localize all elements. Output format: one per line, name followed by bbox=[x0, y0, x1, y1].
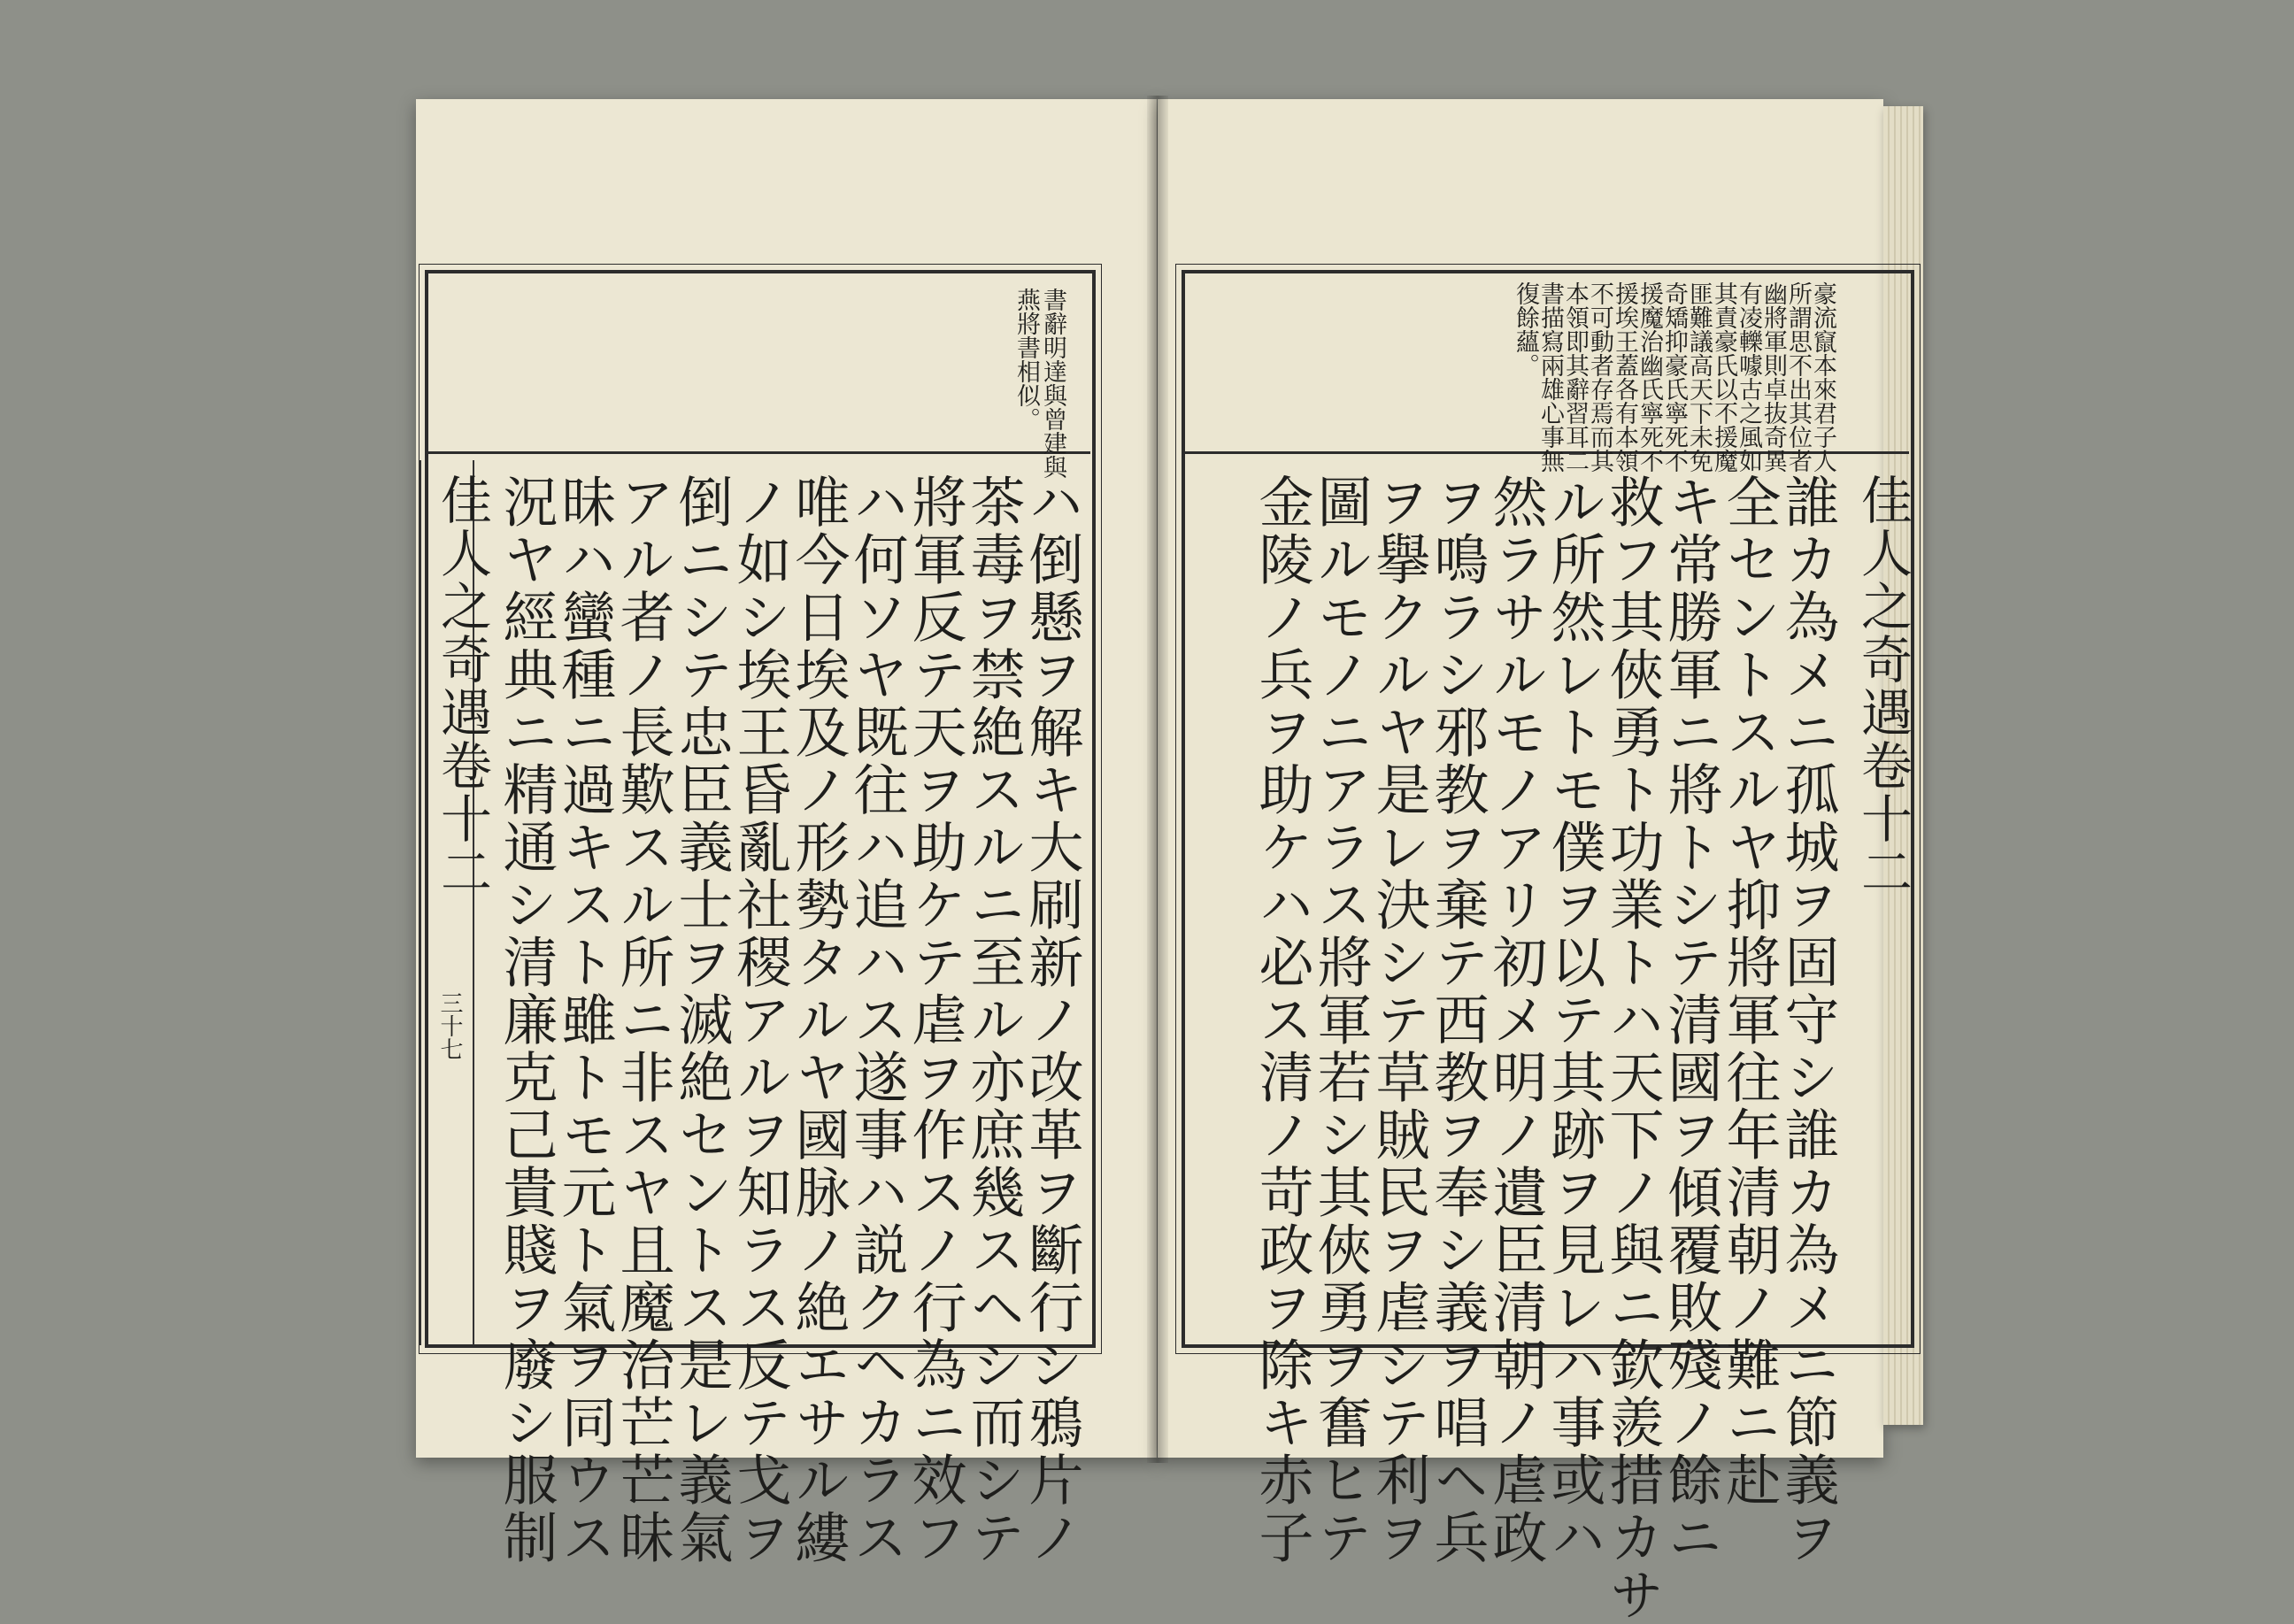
book-gutter bbox=[1147, 96, 1168, 1463]
right-body-column: 救フ其俠勇ト功業トハ天下ノ與ニ欽羨措カサ bbox=[1600, 473, 1665, 1624]
right-body-column: 全セントスルヤ抑將軍往年清朝ノ難ニ赴 bbox=[1717, 473, 1782, 1509]
left-body-column: 將軍反テ天ヲ助ケテ虐ヲ作スノ行為ニ效フ bbox=[903, 473, 967, 1566]
left-body-column: 況ヤ經典ニ精通シ清廉克己貴賤ヲ廢シ服制 bbox=[494, 473, 558, 1566]
right-body-column: 然ラサルモノアリ初メ明ノ遺臣清朝ノ虐政 bbox=[1483, 473, 1548, 1566]
right-header-note-line: 有凌轢噱古之風如 bbox=[1735, 281, 1762, 473]
right-header-note-line: 豪流竄本來君子人 bbox=[1809, 281, 1836, 473]
right-running-title: 佳人之奇遇卷十二 bbox=[1852, 473, 1913, 898]
left-body-column: ノ如シ埃王昏亂社稷アルヲ知ラス反テ戈ヲ bbox=[727, 473, 792, 1566]
left-header-divider bbox=[425, 451, 1090, 454]
right-body-column: 圖ルモノニアラス將軍若シ其俠勇ヲ奮ヒテ bbox=[1308, 473, 1373, 1566]
left-body-column: ハ何ソヤ既往ハ追ハス遂事ハ説クヘカラス bbox=[844, 473, 909, 1566]
right-header-note-line: 本領即其辭習耳二 bbox=[1561, 281, 1589, 473]
left-body-column: アル者ノ長歎スル所ニ非スヤ且魔治芒芒昧 bbox=[611, 473, 675, 1566]
right-body-column: ヲ擧クルヤ是レ決シテ草賊民ヲ虐シテ利ヲ bbox=[1366, 473, 1431, 1566]
right-body-column: ヲ鳴ラシ邪教ヲ棄テ西教ヲ奉シ義ヲ唱ヘ兵 bbox=[1425, 473, 1490, 1566]
right-header-note-line: 所謂思不出其位者 bbox=[1784, 281, 1812, 473]
right-header-note-line: 奇矯抑豪氏寧死不 bbox=[1660, 281, 1688, 473]
right-body-column: ル所然レトモ僕ヲ以テ其跡ヲ見レハ事或ハ bbox=[1542, 473, 1606, 1566]
right-body-column: 誰カ為メニ孤城ヲ固守シ誰カ為メニ節義ヲ bbox=[1775, 473, 1840, 1566]
left-body-column: 昧ハ蠻種ニ過キスト雖トモ元ト氣ヲ同ウス bbox=[552, 473, 617, 1566]
left-body-column: 茶毒ヲ禁絶スルニ至ル亦庶幾スヘシ而シテ bbox=[961, 473, 1026, 1566]
right-body-column: キ常勝軍ニ將トシテ清國ヲ傾覆敗殘ノ餘ニ bbox=[1659, 473, 1723, 1566]
left-running-title: 佳人之奇遇卷十二 bbox=[432, 473, 492, 898]
right-header-note-line: 其責豪氏以不援魔 bbox=[1710, 281, 1737, 473]
left-header-note-line: 燕將書相似。 bbox=[1012, 288, 1040, 431]
left-body-column: ハ倒懸ヲ解キ大刷新ノ改革ヲ斷行シ鴉片ノ bbox=[1020, 473, 1084, 1566]
left-body-column: 倒ニシテ忠臣義士ヲ滅絶セントス是レ義氣 bbox=[669, 473, 734, 1566]
left-page-number: 三十七 bbox=[436, 991, 463, 1060]
right-header-note-line: 幽將軍則卓抜奇異 bbox=[1759, 281, 1787, 473]
right-header-note-line: 援埃王蓋各有本領 bbox=[1611, 281, 1638, 473]
left-body-column: 唯今日埃及ノ形勢タルヤ國脉ノ絶エサル縷 bbox=[786, 473, 851, 1566]
right-body-column: 金陵ノ兵ヲ助ケハ必ス清ノ苛政ヲ除キ赤子 bbox=[1250, 473, 1314, 1566]
right-header-note-line: 復餘蘊。 bbox=[1512, 281, 1539, 377]
right-header-note-line: 援魔治幽氏寧死不 bbox=[1636, 281, 1663, 473]
right-header-note-line: 書描寫兩雄心事無 bbox=[1536, 281, 1564, 473]
right-header-note-line: 不可動者存焉而其 bbox=[1586, 281, 1613, 473]
right-header-note-line: 匪難議高天下未免 bbox=[1685, 281, 1713, 473]
left-header-note-line: 書辭明達與曾建與 bbox=[1039, 288, 1066, 479]
